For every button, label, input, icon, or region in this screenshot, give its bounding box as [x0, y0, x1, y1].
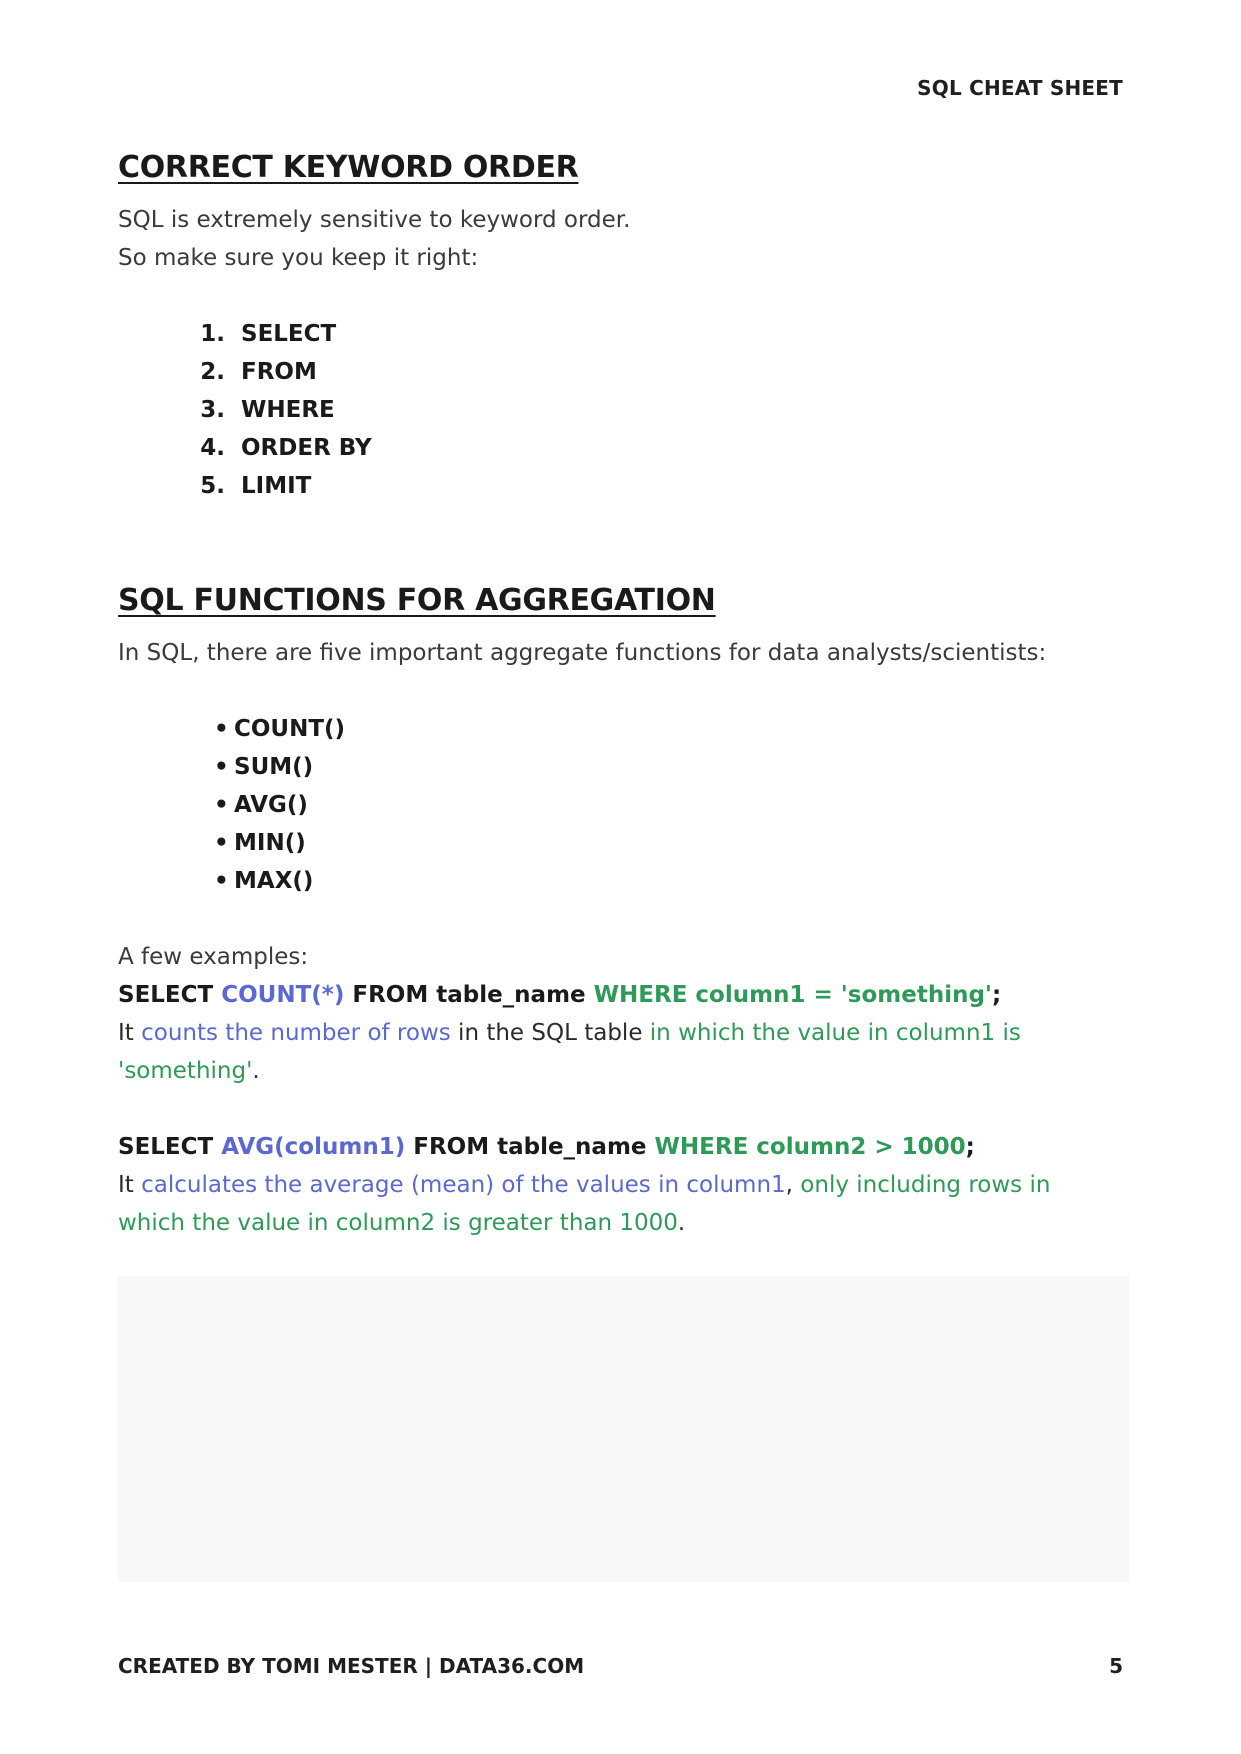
desc-where: in which the value in column1 is 'something' — [118, 1020, 1021, 1084]
desc-mid: , — [785, 1172, 801, 1198]
function-item: • SUM() — [214, 748, 1123, 786]
example-1-description — [118, 1014, 1123, 1090]
intro-line-2: So make sure you keep it right: — [118, 245, 479, 271]
example-2-code — [118, 1128, 1123, 1166]
desc-mid: in the SQL table — [450, 1020, 650, 1046]
keyword-item: 3. WHERE — [233, 391, 1123, 429]
desc-function: calculates the average (mean) of the values in column1 — [141, 1172, 786, 1198]
desc-end: . — [677, 1210, 686, 1236]
keyword-order-list — [118, 315, 1123, 505]
code-end: ; — [991, 982, 1002, 1008]
code-function: COUNT(*) — [221, 982, 345, 1008]
code-function: AVG(column1) — [221, 1134, 406, 1160]
keyword-order-intro — [118, 201, 1123, 277]
page-content — [118, 150, 1123, 1242]
examples-label: A few examples: — [118, 944, 309, 970]
desc-where: only including rows in which the value in column2 is greater than 1000 — [118, 1172, 1051, 1236]
code-from: FROM table_name — [344, 982, 594, 1008]
page-number: 5 — [1109, 1654, 1123, 1678]
keyword-item: 5. LIMIT — [233, 467, 1123, 505]
code-select: SELECT — [118, 982, 222, 1008]
desc-start: It — [118, 1020, 142, 1046]
code-from: FROM table_name — [405, 1134, 655, 1160]
aggregate-function-list — [118, 710, 1123, 900]
aggregation-heading: SQL FUNCTIONS FOR AGGREGATION — [118, 583, 716, 618]
function-item: • MIN() — [214, 824, 1123, 862]
keyword-item: 2. FROM — [233, 353, 1123, 391]
desc-function: counts the number of rows — [141, 1020, 451, 1046]
desc-start: It — [118, 1172, 142, 1198]
keyword-order-heading: CORRECT KEYWORD ORDER — [118, 150, 579, 185]
keyword-item: 1. SELECT — [233, 315, 1123, 353]
function-item: • MAX() — [214, 862, 1123, 900]
code-select: SELECT — [118, 1134, 222, 1160]
code-where: WHERE column1 = 'something' — [593, 982, 992, 1008]
function-item: • AVG() — [214, 786, 1123, 824]
code-where: WHERE column2 > 1000 — [654, 1134, 966, 1160]
example-1-code — [118, 976, 1123, 1014]
page-header-title: SQL CHEAT SHEET — [917, 76, 1123, 100]
function-item: • COUNT() — [214, 710, 1123, 748]
footer-credit: CREATED BY TOMI MESTER | DATA36.COM — [118, 1654, 585, 1678]
aggregation-intro: In SQL, there are five important aggregate functions for data analysts/scientists: — [118, 640, 1047, 666]
example-2-description — [118, 1166, 1123, 1242]
desc-end: . — [252, 1058, 260, 1084]
keyword-item: 4. ORDER BY — [233, 429, 1123, 467]
example-placeholder-box — [118, 1276, 1129, 1582]
intro-line-1: SQL is extremely sensitive to keyword order. — [118, 207, 631, 233]
code-end: ; — [965, 1134, 975, 1160]
